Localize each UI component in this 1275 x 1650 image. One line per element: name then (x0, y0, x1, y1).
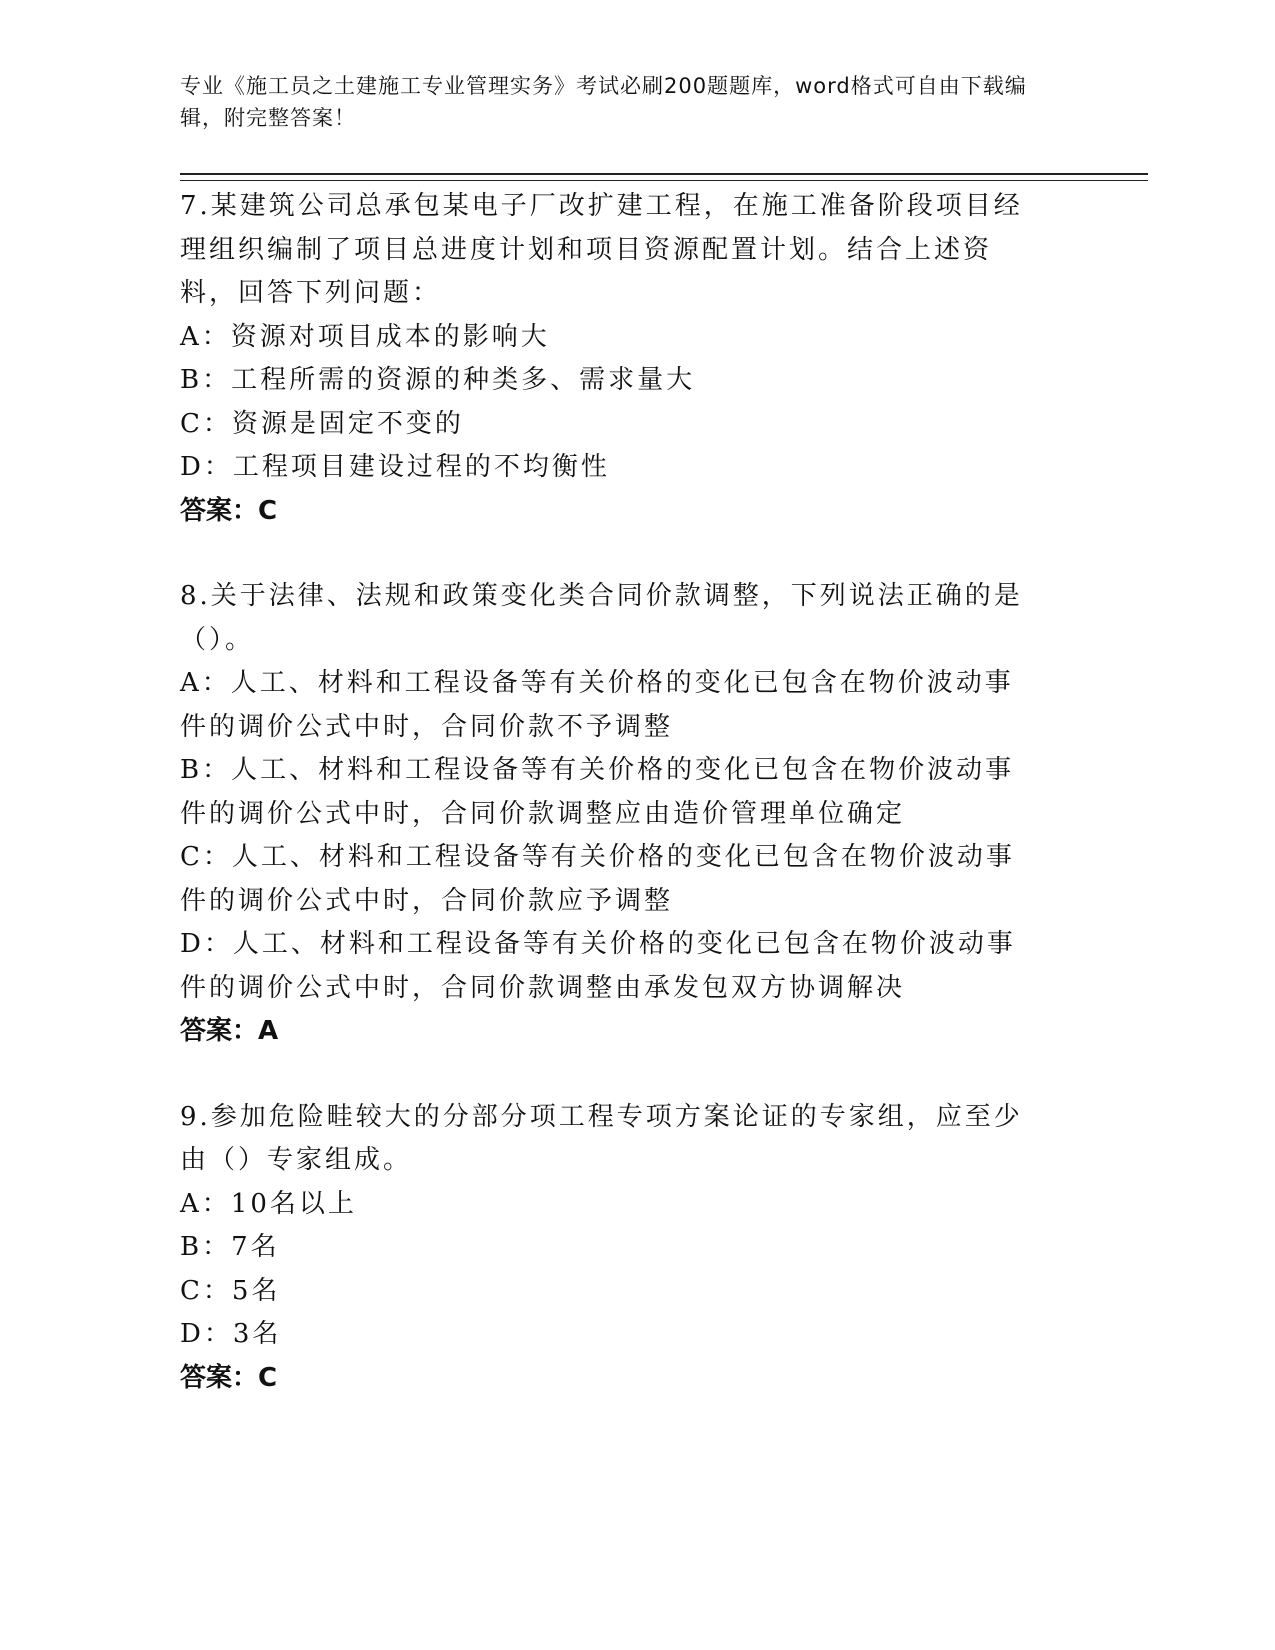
question-stem: 7.某建筑公司总承包某电子厂改扩建工程，在施工准备阶段项目经理组织编制了项目总进度计划和项目资源配置计划。结合上述资料，回答下列问题： (180, 191, 1023, 308)
option-a: A：10名以上 (180, 1188, 357, 1219)
question-7 (180, 185, 1040, 533)
answer-line: 答案：C (180, 495, 278, 526)
question-9 (180, 1096, 1040, 1401)
option-c: C：资源是固定不变的 (180, 408, 464, 439)
option-b: B：人工、材料和工程设备等有关价格的变化已包含在物价波动事件的调价公式中时，合同价款调整应由造价管理单位确定 (180, 755, 1015, 829)
question-list (180, 185, 1040, 1442)
question-8 (180, 575, 1040, 1054)
option-d: D：人工、材料和工程设备等有关价格的变化已包含在物价波动事件的调价公式中时，合同价款调整由承发包双方协调解决 (180, 929, 1016, 1003)
answer-line: 答案：A (180, 1016, 279, 1046)
option-a: A：人工、材料和工程设备等有关价格的变化已包含在物价波动事件的调价公式中时，合同价款不予调整 (180, 668, 1014, 742)
header-divider-thick (180, 173, 1148, 175)
answer-line: 答案：C (180, 1362, 278, 1393)
option-d: D：3名 (180, 1319, 282, 1349)
option-b: B：工程所需的资源的种类多、需求量大 (180, 365, 696, 395)
option-b: B：7名 (180, 1232, 280, 1262)
question-stem: 9.参加危险畦较大的分部分项工程专项方案论证的专家组，应至少由（）专家组成。 (180, 1101, 1023, 1175)
question-stem: 8.关于法律、法规和政策变化类合同价款调整，下列说法正确的是（）。 (180, 581, 1023, 655)
header-divider-thin (180, 180, 1148, 181)
option-d: D：工程项目建设过程的不均衡性 (180, 452, 610, 482)
option-a: A：资源对项目成本的影响大 (180, 321, 550, 352)
document-intro: 专业《施工员之土建施工专业管理实务》考试必刷200题题库，word格式可自由下载编辑，附完整答案！ (180, 74, 1027, 130)
option-c: C：人工、材料和工程设备等有关价格的变化已包含在物价波动事件的调价公式中时，合同价款应予调整 (180, 842, 1015, 916)
option-c: C：5名 (180, 1275, 281, 1306)
